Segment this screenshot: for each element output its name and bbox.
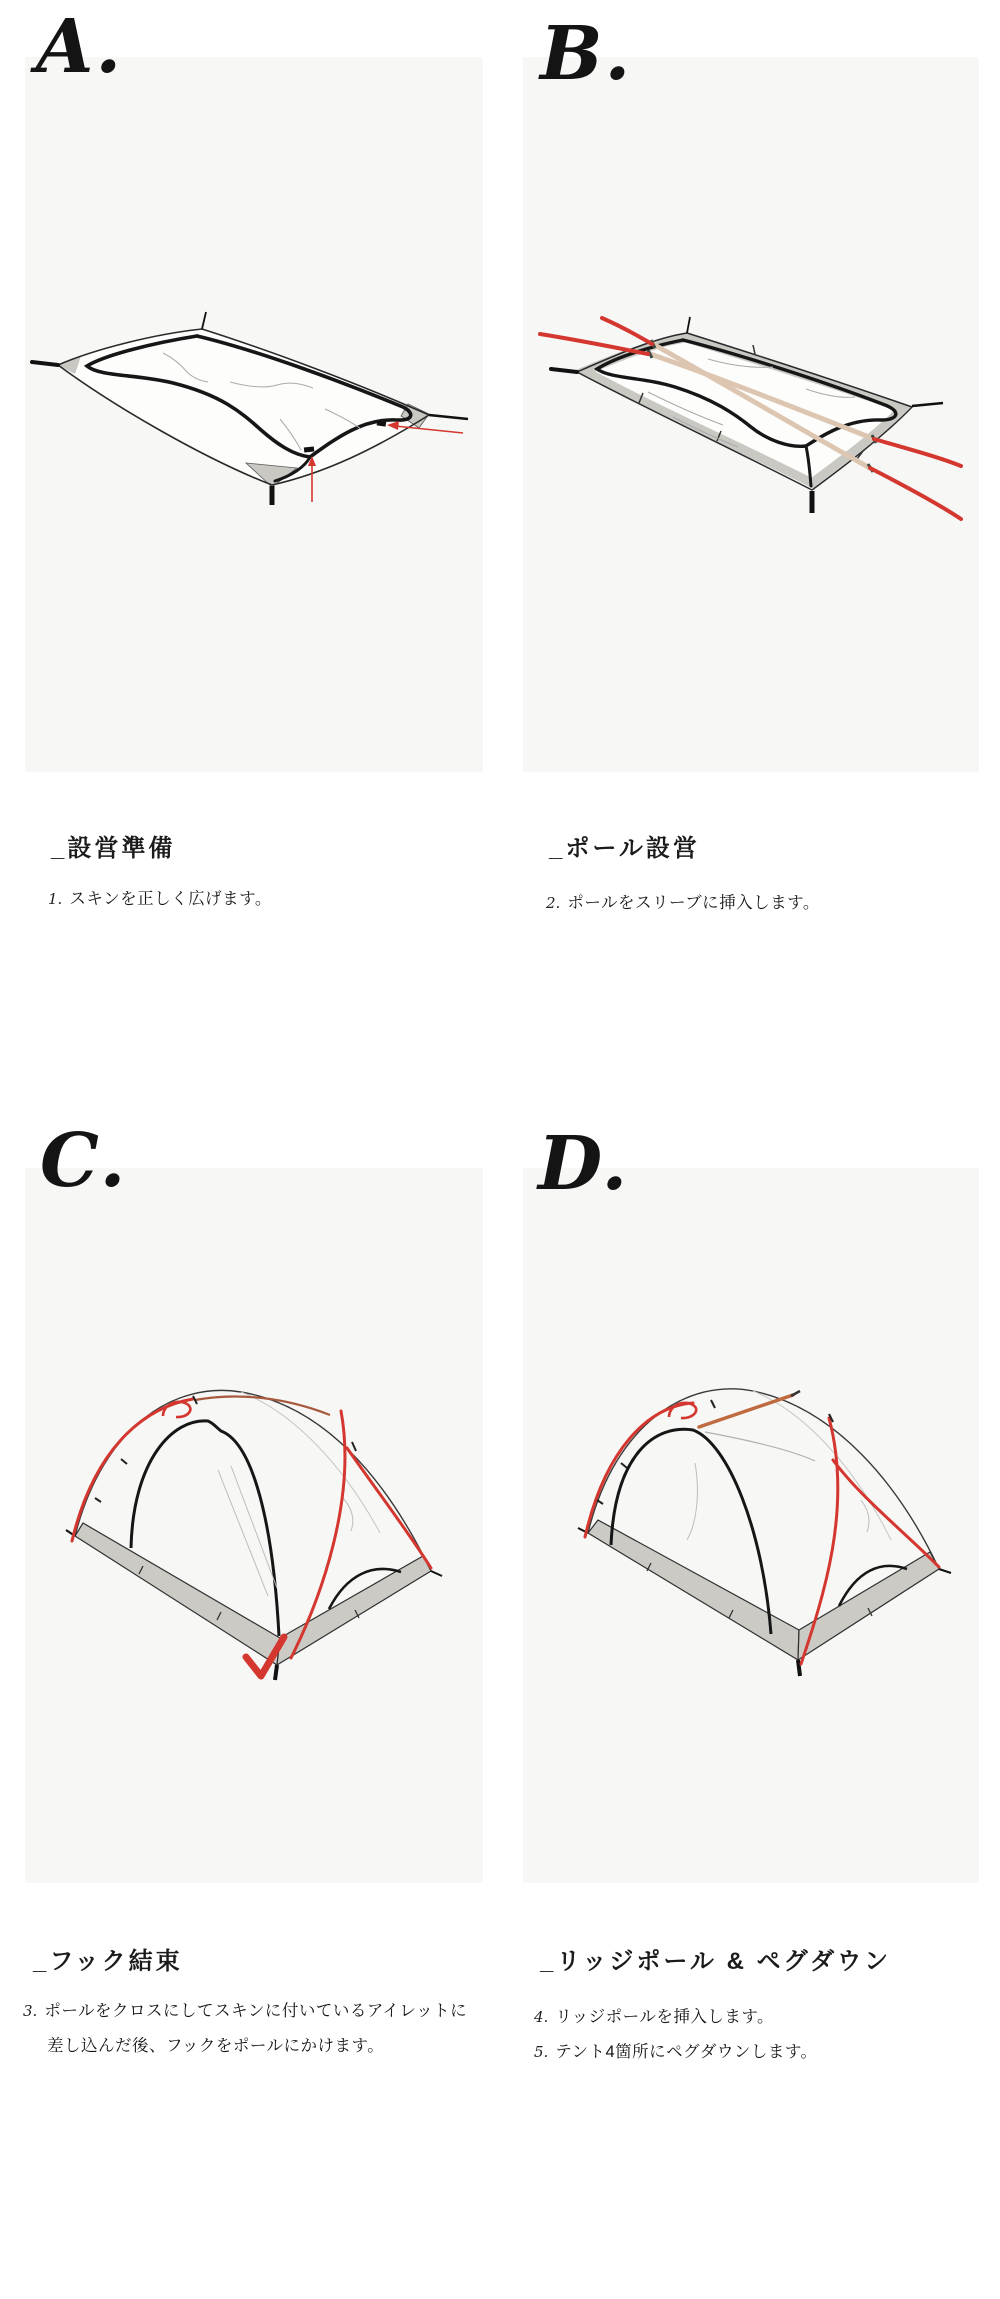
guy-line-stub — [939, 1569, 951, 1573]
step-number: 1. — [48, 890, 63, 908]
step-item — [534, 2035, 974, 2070]
guy-line-stub — [687, 317, 690, 333]
step-number: 3. — [23, 2002, 38, 2020]
floor-skirt — [75, 1523, 280, 1665]
dome-outline — [75, 1390, 431, 1571]
tent-skin-flat-illustration — [25, 57, 483, 772]
panel-c-letter: C. — [40, 1118, 128, 1204]
panel-b-figure — [523, 57, 979, 772]
step-item — [23, 1994, 473, 2064]
panel-a-title: _設営準備 — [51, 835, 176, 862]
guy-line-stub — [32, 362, 58, 365]
step-text: ポールをクロスにしてスキンに付いているアイレットに差し込んだ後、フックをポールにかけます。 — [44, 2002, 468, 2055]
step-number: 5. — [534, 2043, 549, 2061]
step-text: テント4箇所にペグダウンします。 — [555, 2043, 818, 2061]
ridge-pole — [699, 1395, 793, 1427]
panel-b-letter: B. — [540, 11, 633, 97]
guy-line-stub — [202, 312, 206, 329]
guy-line-stub — [798, 1660, 800, 1676]
step-number: 2. — [546, 894, 561, 912]
panel-c-figure — [25, 1168, 483, 1883]
guy-line-stub — [551, 369, 577, 372]
dome-outline — [588, 1389, 939, 1569]
guy-line-stub — [431, 1571, 442, 1576]
guy-line-stub — [912, 403, 943, 406]
step-item — [546, 886, 976, 921]
pole-clip — [597, 1400, 833, 1504]
floor-skirt — [277, 1556, 431, 1665]
tent-poles-inserted-illustration — [523, 57, 979, 772]
panel-c-steps — [23, 1994, 473, 2064]
step-text: スキンを正しく広げます。 — [69, 890, 272, 908]
panel-d-title: _リッジポール & ペグダウン — [540, 1948, 892, 1975]
ridge-line — [195, 1396, 330, 1415]
inner-dome-line — [241, 1392, 380, 1533]
guy-line-stub — [275, 1665, 277, 1680]
panel-c-title: _フック結束 — [33, 1948, 183, 1975]
step-item — [48, 882, 478, 917]
panel-a-figure — [25, 57, 483, 772]
step-item — [534, 2000, 974, 2035]
panel-d-steps — [534, 2000, 974, 2070]
pole-clip — [95, 1396, 356, 1502]
eyelet — [304, 446, 314, 452]
step-text: リッジポールを挿入します。 — [555, 2008, 775, 2026]
fabric-creases — [218, 1466, 353, 1596]
tent-raised-hook-illustration — [25, 1168, 483, 1883]
panel-d-letter: D. — [538, 1121, 630, 1207]
inner-dome-line — [753, 1391, 891, 1540]
panel-b-steps — [546, 886, 976, 921]
step-number: 4. — [534, 2008, 549, 2026]
fabric-creases — [687, 1463, 869, 1540]
panel-a-letter: A. — [36, 4, 124, 90]
guy-line-stub — [429, 415, 468, 419]
panel-b-title: _ポール設営 — [549, 835, 700, 862]
step-text: ポールをスリーブに挿入します。 — [567, 894, 820, 912]
tent-ridgepole-pegdown-illustration — [523, 1168, 979, 1883]
panel-a-steps — [48, 882, 478, 917]
panel-d-figure — [523, 1168, 979, 1883]
